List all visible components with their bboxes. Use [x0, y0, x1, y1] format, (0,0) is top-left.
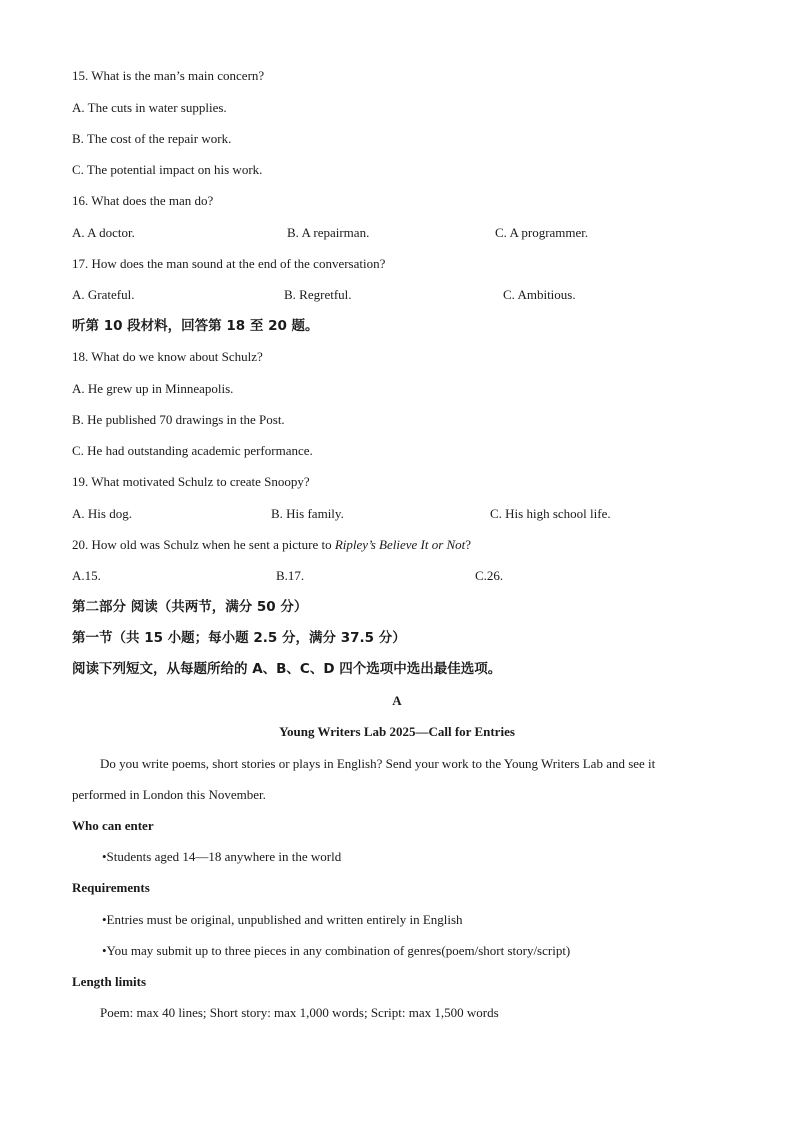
q17-option-c: C. Ambitious.: [503, 287, 576, 302]
q19-option-a: A. His dog.: [72, 506, 132, 521]
q19-stem: 19. What motivated Schulz to create Snoopy?: [72, 474, 310, 489]
part2-section1-heading: 第一节（共 15 小题；每小题 2.5 分，满分 37.5 分）: [72, 630, 406, 646]
q18-stem: 18. What do we know about Schulz?: [72, 349, 263, 364]
q20-stem: [72, 537, 471, 553]
q20-option-a: A.15.: [72, 568, 101, 583]
q18-option-a: A. He grew up in Minneapolis.: [72, 381, 234, 396]
q19-option-c: C. His high school life.: [490, 506, 611, 521]
q15-option-b: B. The cost of the repair work.: [72, 131, 232, 146]
part2-heading: 第二部分 阅读（共两节，满分 50 分）: [72, 599, 308, 615]
q17-option-a: A. Grateful.: [72, 287, 135, 302]
part2-instruction: 阅读下列短文，从每题所给的 A、B、C、D 四个选项中选出最佳选项。: [72, 661, 502, 677]
requirements-item-2: •You may submit up to three pieces in any combination of genres(poem/short story/script): [102, 943, 571, 958]
who-can-enter-heading: Who can enter: [72, 818, 154, 833]
q17-stem: 17. How does the man sound at the end of the conversation?: [72, 256, 386, 271]
length-limits-text: Poem: max 40 lines; Short story: max 1,000 words; Script: max 1,500 words: [100, 1005, 499, 1020]
q20-stem-mark: ?: [465, 537, 472, 552]
q15-option-c: C. The potential impact on his work.: [72, 162, 263, 177]
q19-option-b: B. His family.: [271, 506, 344, 521]
q18-option-b: B. He published 70 drawings in the Post.: [72, 412, 285, 427]
passage-letter: A: [392, 693, 402, 708]
q20-stem-italic-title: Ripley’s Believe It or Not: [334, 537, 466, 552]
passage-intro: Do you write poems, short stories or plays in English? Send your work to the Young Writers Lab and see it performed in London this November.: [72, 756, 656, 802]
q15-stem: 15. What is the man’s main concern?: [72, 68, 265, 83]
requirements-heading: Requirements: [72, 880, 150, 895]
q16-option-b: B. A repairman.: [287, 225, 370, 240]
q17-option-b: B. Regretful.: [284, 287, 352, 302]
q15-option-a: A. The cuts in water supplies.: [72, 100, 227, 115]
q20-option-c: C.26.: [475, 568, 504, 583]
q16-option-a: A. A doctor.: [72, 225, 135, 240]
passage-title: Young Writers Lab 2025—Call for Entries: [279, 724, 515, 739]
q16-stem: 16. What does the man do?: [72, 193, 214, 208]
q20-option-b: B.17.: [276, 568, 305, 583]
length-limits-heading: Length limits: [72, 974, 147, 989]
q16-option-c: C. A programmer.: [495, 225, 589, 240]
q20-stem-text: 20. How old was Schulz when he sent a picture to: [72, 537, 335, 552]
requirements-item-1: •Entries must be original, unpublished and written entirely in English: [102, 912, 463, 927]
q18-option-c: C. He had outstanding academic performance.: [72, 443, 313, 458]
section-10-instruction: 听第 10 段材料，回答第 18 至 20 题。: [72, 318, 319, 334]
who-can-enter-item: •Students aged 14—18 anywhere in the world: [102, 849, 342, 864]
